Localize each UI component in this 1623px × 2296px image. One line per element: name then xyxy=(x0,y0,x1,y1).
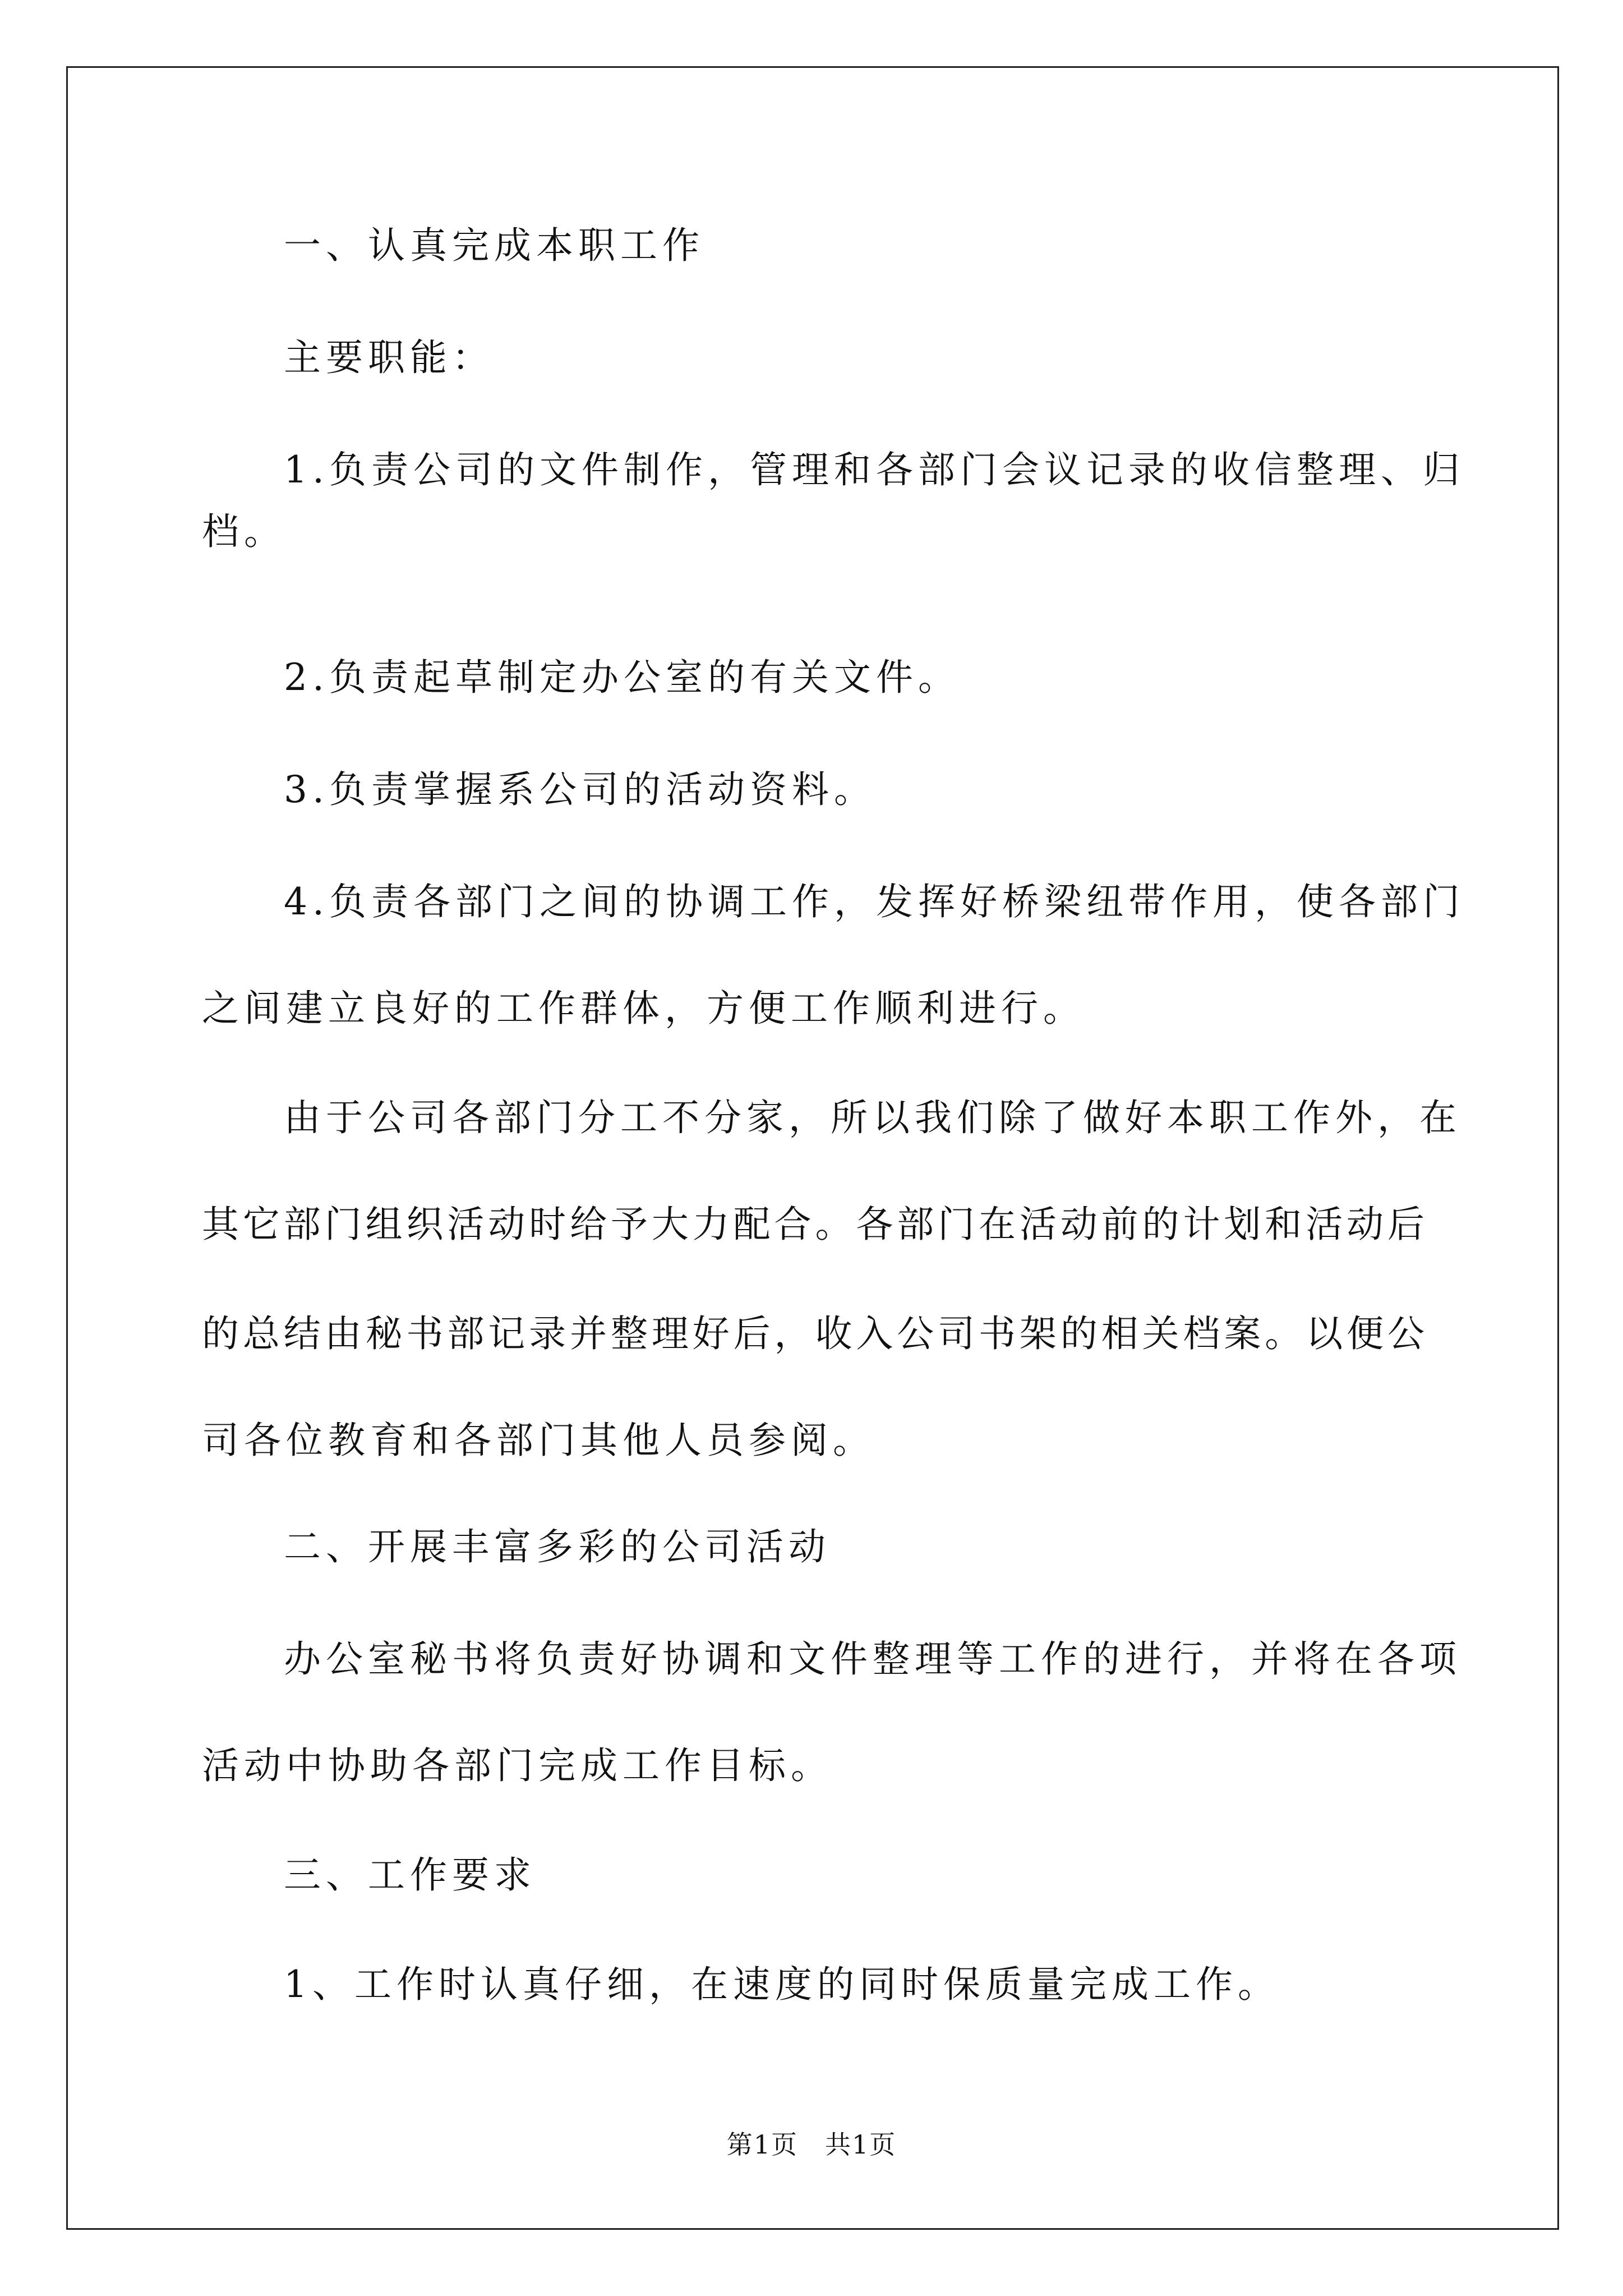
paragraph-line: 活动中协助各部门完成工作目标。 xyxy=(202,1744,833,1787)
paragraph-line: 档。 xyxy=(202,510,286,553)
section-heading-1: 一、认真完成本职工作 xyxy=(284,224,704,267)
paragraph-line: 4.负责各部门之间的协调工作，发挥好桥梁纽带作用，使各部门 xyxy=(284,880,1465,923)
paragraph-line: 之间建立良好的工作群体，方便工作顺利进行。 xyxy=(202,987,1085,1030)
paragraph-line: 其它部门组织活动时给予大力配合。各部门在活动前的计划和活动后 xyxy=(202,1203,1424,1246)
paragraph-line: 1.负责公司的文件制作，管理和各部门会议记录的收信整理、归 xyxy=(284,448,1465,491)
paragraph-line: 办公室秘书将负责好协调和文件整理等工作的进行，并将在各项 xyxy=(284,1637,1461,1681)
section-heading-3: 三、工作要求 xyxy=(284,1853,536,1897)
paragraph-line: 由于公司各部门分工不分家，所以我们除了做好本职工作外，在 xyxy=(284,1096,1461,1139)
paragraph-line: 2.负责起草制定办公室的有关文件。 xyxy=(284,656,960,699)
section-heading-2: 二、开展丰富多彩的公司活动 xyxy=(284,1525,831,1568)
page-border xyxy=(66,66,1559,2230)
paragraph-line: 司各位教育和各部门其他人员参阅。 xyxy=(202,1419,875,1462)
paragraph-line: 1、工作时认真仔细，在速度的同时保质量完成工作。 xyxy=(284,1963,1280,2006)
paragraph-line: 主要职能： xyxy=(284,336,494,379)
page-number: 第1页 共1页 xyxy=(726,2129,897,2160)
paragraph-line: 3.负责掌握系公司的活动资料。 xyxy=(284,768,876,811)
paragraph-line: 的总结由秘书部记录并整理好后，收入公司书架的相关档案。以便公 xyxy=(202,1312,1424,1355)
